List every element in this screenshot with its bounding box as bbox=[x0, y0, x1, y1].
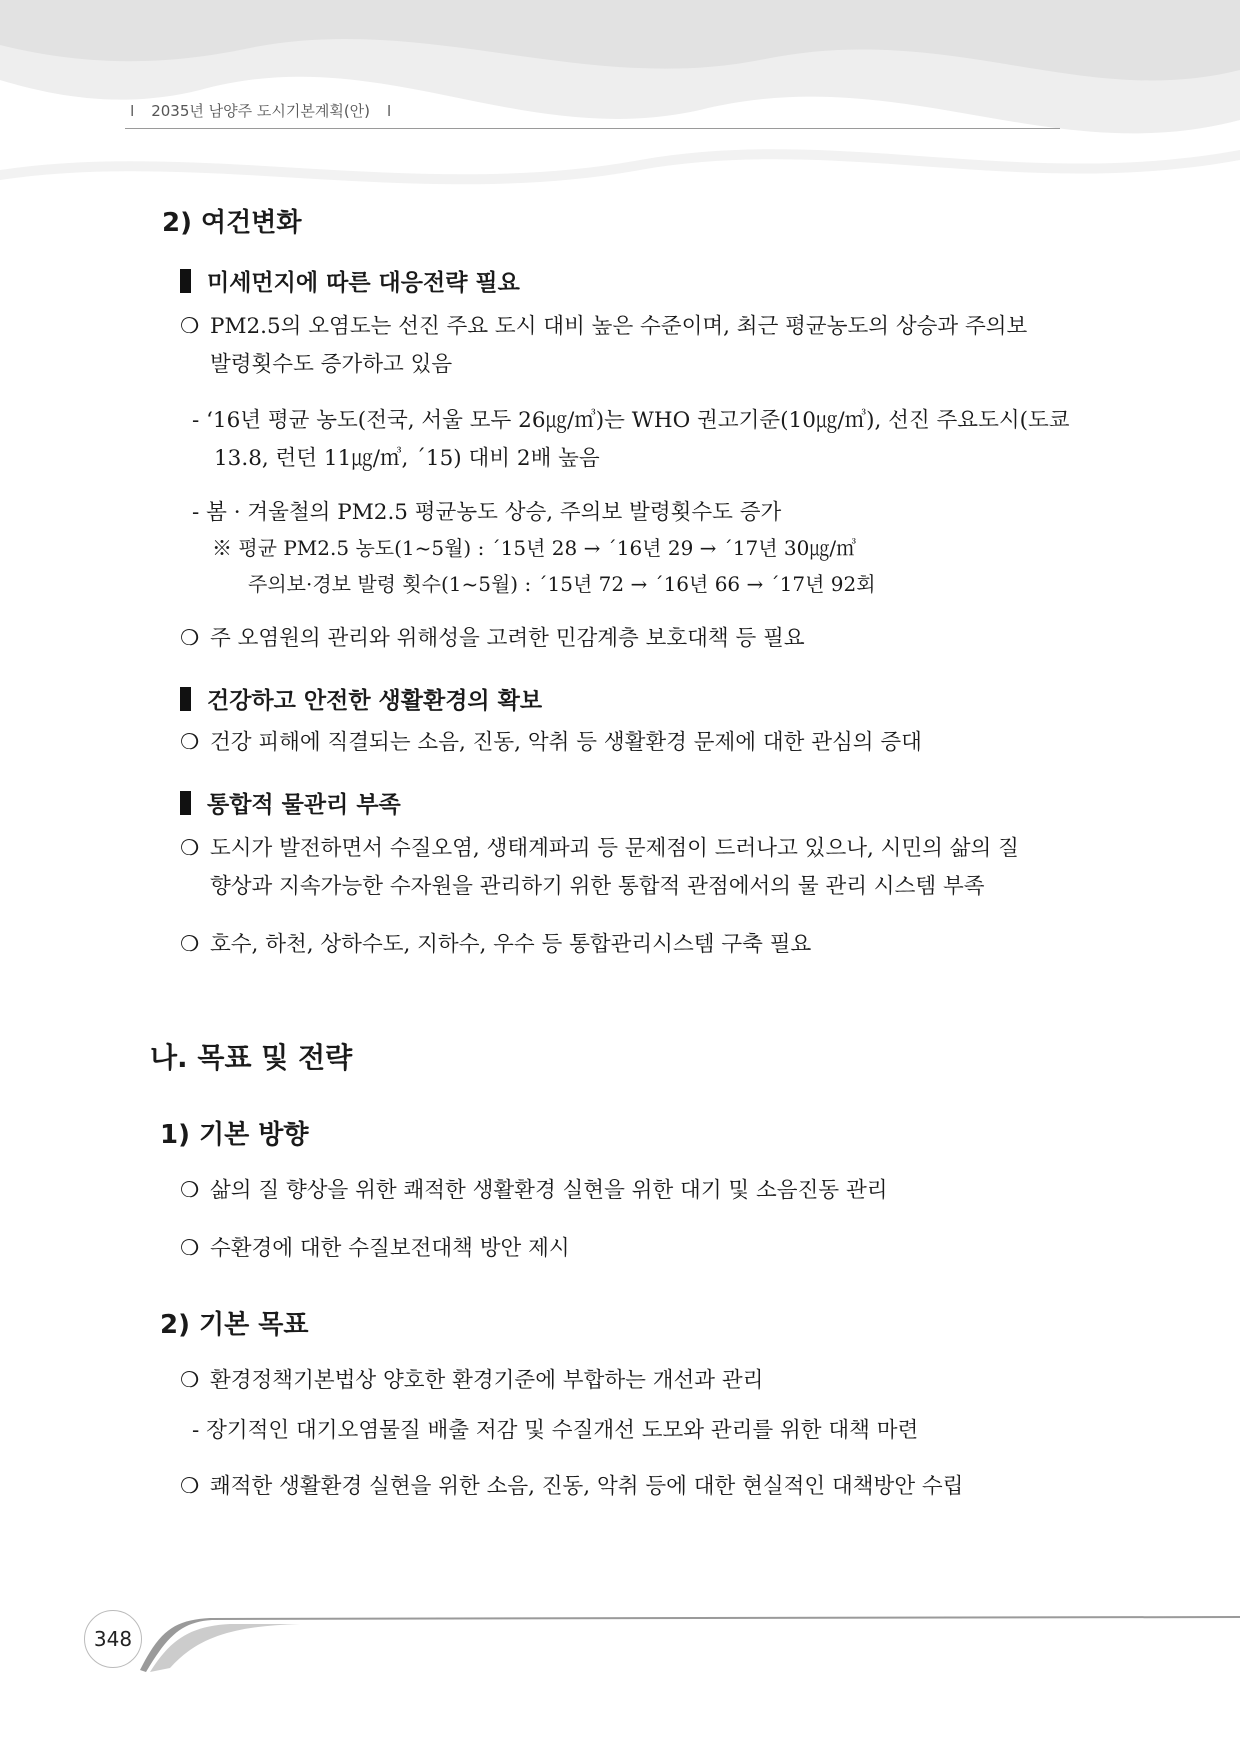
bullet-item bbox=[180, 1468, 963, 1505]
note-line: ※ 평균 PM2.5 농도(1~5월) : ´15년 28 → ´16년 29 → ´17년 30㎍/㎥ bbox=[212, 536, 857, 560]
header-bar-right: I bbox=[386, 102, 392, 120]
circle-bullet-icon: ❍ bbox=[180, 626, 200, 651]
circle-bullet-icon: ❍ bbox=[180, 730, 200, 755]
footer-swoosh-decoration bbox=[0, 1590, 1240, 1690]
header-bar-left: I bbox=[130, 102, 135, 120]
running-header bbox=[130, 100, 391, 121]
subsection-title-goals: 2) 기본 목표 bbox=[160, 1310, 309, 1340]
header-rule bbox=[125, 128, 1060, 129]
bullet-text: 건강 피해에 직결되는 소음, 진동, 악취 등 생활환경 문제에 대한 관심의 증대 bbox=[210, 730, 922, 755]
bullet-item bbox=[180, 1230, 570, 1267]
dash-item: - 봄 · 겨울철의 PM2.5 평균농도 상승, 주의보 발령횟수도 증가 bbox=[192, 500, 782, 525]
circle-bullet-icon: ❍ bbox=[180, 1236, 200, 1261]
bullet-item bbox=[180, 724, 922, 761]
bullet-text: 쾌적한 생활환경 실현을 위한 소음, 진동, 악취 등에 대한 현실적인 대책방안 수립 bbox=[210, 1474, 964, 1499]
section-title-conditions: 2) 여건변화 bbox=[162, 208, 302, 238]
circle-bullet-icon: ❍ bbox=[180, 314, 200, 339]
bullet-item bbox=[180, 308, 1027, 345]
page-number: 348 bbox=[93, 1627, 133, 1651]
header-title: 2035년 남양주 도시기본계획(안) bbox=[151, 102, 371, 120]
square-bullet-icon bbox=[180, 687, 191, 711]
bullet-text: 주 오염원의 관리와 위해성을 고려한 민감계층 보호대책 등 필요 bbox=[210, 626, 805, 651]
subheading-text: 통합적 물관리 부족 bbox=[207, 792, 401, 818]
bullet-continuation: 발령횟수도 증가하고 있음 bbox=[210, 352, 453, 377]
bullet-item bbox=[180, 1362, 763, 1399]
dash-item: - 장기적인 대기오염물질 배출 저감 및 수질개선 도모와 관리를 위한 대책 마련 bbox=[192, 1418, 919, 1443]
bullet-text: 환경정책기본법상 양호한 환경기준에 부합하는 개선과 관리 bbox=[210, 1368, 764, 1393]
circle-bullet-icon: ❍ bbox=[180, 1474, 200, 1499]
circle-bullet-icon: ❍ bbox=[180, 836, 200, 861]
bullet-text: PM2.5의 오염도는 선진 주요 도시 대비 높은 수준이며, 최근 평균농도의 상승과 주의보 bbox=[210, 314, 1028, 339]
section-title-goals-strategy: 나. 목표 및 전략 bbox=[150, 1041, 353, 1074]
bullet-text: 도시가 발전하면서 수질오염, 생태계파괴 등 문제점이 드러나고 있으나, 시민의 삶의 질 bbox=[210, 836, 1019, 861]
bullet-item bbox=[180, 620, 805, 657]
square-bullet-icon bbox=[180, 791, 191, 815]
page-number-badge bbox=[84, 1610, 142, 1668]
bullet-item bbox=[180, 830, 1019, 867]
bullet-text: 호수, 하천, 상하수도, 지하수, 우수 등 통합관리시스템 구축 필요 bbox=[210, 932, 812, 957]
bullet-continuation: 향상과 지속가능한 수자원을 관리하기 위한 통합적 관점에서의 물 관리 시스템 부족 bbox=[210, 874, 985, 899]
subheading-living-environment bbox=[180, 682, 542, 715]
dash-continuation: 13.8, 런던 11㎍/㎥, ´15) 대비 2배 높음 bbox=[214, 446, 600, 471]
dash-item: - ‘16년 평균 농도(전국, 서울 모두 26㎍/㎥)는 WHO 권고기준(10㎍/㎥), 선진 주요도시(도쿄 bbox=[192, 408, 1070, 433]
subheading-fine-dust bbox=[180, 264, 520, 297]
note-line: 주의보·경보 발령 횟수(1~5월) : ´15년 72 → ´16년 66 → ´17년 92회 bbox=[248, 572, 876, 596]
circle-bullet-icon: ❍ bbox=[180, 932, 200, 957]
bullet-text: 삶의 질 향상을 위한 쾌적한 생활환경 실현을 위한 대기 및 소음진동 관리 bbox=[210, 1178, 888, 1203]
bullet-item bbox=[180, 926, 811, 963]
circle-bullet-icon: ❍ bbox=[180, 1368, 200, 1393]
bullet-item bbox=[180, 1172, 887, 1209]
subheading-text: 미세먼지에 따른 대응전략 필요 bbox=[207, 270, 520, 296]
bullet-text: 수환경에 대한 수질보전대책 방안 제시 bbox=[210, 1236, 570, 1261]
subheading-water-management bbox=[180, 786, 401, 819]
circle-bullet-icon: ❍ bbox=[180, 1178, 200, 1203]
subsection-title-direction: 1) 기본 방향 bbox=[160, 1120, 309, 1150]
square-bullet-icon bbox=[180, 269, 191, 293]
subheading-text: 건강하고 안전한 생활환경의 확보 bbox=[207, 688, 543, 714]
